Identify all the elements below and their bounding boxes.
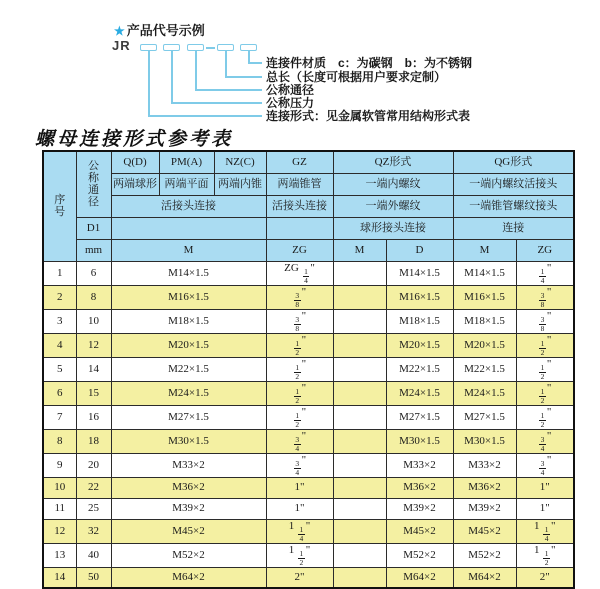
cell-m: M27×1.5 <box>111 405 266 429</box>
header-seq: 序 号 <box>43 151 76 261</box>
header-qg-desc1: 一端内螺纹活接头 <box>453 173 574 195</box>
cell-gz: $\frac{1}{2}$ " <box>266 405 333 429</box>
header-qz-d-label: D <box>386 239 453 261</box>
cell-qz-m <box>333 498 386 519</box>
table-row <box>43 453 574 477</box>
table-row <box>43 519 574 543</box>
header-qz-desc2: 一端外螺纹 <box>333 195 453 217</box>
cell-qz-d: M39×2 <box>386 498 453 519</box>
cell-gz: ZG $\frac{1}{4}$ " <box>266 261 333 285</box>
cell-qg-zg: $\frac{3}{4}$ " <box>516 453 574 477</box>
label-total-length: 总长（长度可根据用户要求定制） <box>266 70 447 84</box>
cell-qg-m: M45×2 <box>453 519 516 543</box>
cell-gz: $\frac{3}{4}$ " <box>266 429 333 453</box>
cell-qz-d: M33×2 <box>386 453 453 477</box>
fraction: $\frac{1}{4}$ <box>304 266 308 285</box>
header-qg-desc2: 一端锥管螺纹接头 <box>453 195 574 217</box>
fraction: $\frac{3}{8}$ <box>540 290 545 309</box>
label-connection-form: 连接形式：见金属软管常用结构形式表 <box>266 109 471 123</box>
table-row <box>43 498 574 519</box>
header-col-gz: GZ <box>266 151 333 173</box>
fraction: $\frac{1}{4}$ <box>299 524 304 543</box>
cell-m: M39×2 <box>111 498 266 519</box>
label-nominal-pressure: 公称压力 <box>266 96 315 110</box>
cell-gz: $\frac{3}{8}$ " <box>266 285 333 309</box>
cell-seq: 1 <box>43 261 76 285</box>
cell-seq: 6 <box>43 381 76 405</box>
fraction: $\frac{1}{4}$ <box>540 266 545 285</box>
connector-line <box>225 76 262 78</box>
table-row <box>43 309 574 333</box>
product-code-heading <box>114 20 205 39</box>
cell-qz-d: M45×2 <box>386 519 453 543</box>
cell-gz: 1" <box>266 477 333 498</box>
header-m-label: M <box>111 239 266 261</box>
table-row <box>43 405 574 429</box>
cell-qz-d: M64×2 <box>386 567 453 588</box>
header-col-pm: PM(A) <box>159 151 214 173</box>
cell-qz-m <box>333 309 386 333</box>
cell-qz-m <box>333 453 386 477</box>
header-empty-gz <box>266 217 333 239</box>
cell-qg-m: M39×2 <box>453 498 516 519</box>
cell-qz-d: M24×1.5 <box>386 381 453 405</box>
code-box-3 <box>187 44 204 51</box>
nut-connection-table <box>42 150 575 589</box>
cell-dn: 12 <box>76 333 111 357</box>
header-qpmnz-conn: 活接头连接 <box>111 195 266 217</box>
cell-qg-m: M16×1.5 <box>453 285 516 309</box>
fraction: $\frac{1}{2}$ <box>544 548 549 567</box>
cell-qg-m: M36×2 <box>453 477 516 498</box>
cell-qz-d: M27×1.5 <box>386 405 453 429</box>
header-nz-desc: 两端内锥 <box>214 173 266 195</box>
cell-qg-zg: $\frac{3}{8}$ " <box>516 285 574 309</box>
cell-gz: $\frac{1}{2}$ " <box>266 357 333 381</box>
table-row <box>43 381 574 405</box>
header-qz-desc1: 一端内螺纹 <box>333 173 453 195</box>
cell-qz-m <box>333 261 386 285</box>
cell-qg-zg: $\frac{3}{8}$ " <box>516 309 574 333</box>
fraction: $\frac{1}{2}$ <box>295 338 300 357</box>
cell-gz: $\frac{1}{2}$ " <box>266 381 333 405</box>
cell-qz-d: M16×1.5 <box>386 285 453 309</box>
cell-qz-m <box>333 405 386 429</box>
header-col-qz: QZ形式 <box>333 151 453 173</box>
cell-qg-zg: 1 $\frac{1}{4}$ " <box>516 519 574 543</box>
cell-qz-m <box>333 519 386 543</box>
cell-qz-d: M30×1.5 <box>386 429 453 453</box>
fraction: $\frac{1}{2}$ <box>540 386 545 405</box>
fraction: $\frac{3}{4}$ <box>295 458 300 477</box>
fraction: $\frac{3}{8}$ <box>295 314 300 333</box>
cell-qg-m: M33×2 <box>453 453 516 477</box>
cell-seq: 8 <box>43 429 76 453</box>
code-dash <box>206 47 215 49</box>
cell-m: M24×1.5 <box>111 381 266 405</box>
fraction: $\frac{3}{4}$ <box>540 434 545 453</box>
cell-seq: 14 <box>43 567 76 588</box>
fraction: $\frac{1}{2}$ <box>299 548 304 567</box>
cell-m: M18×1.5 <box>111 309 266 333</box>
cell-qz-d: M36×2 <box>386 477 453 498</box>
connector-line <box>148 115 262 117</box>
fraction: $\frac{3}{4}$ <box>540 458 545 477</box>
header-col-qg: QG形式 <box>453 151 574 173</box>
cell-qz-m <box>333 567 386 588</box>
connector-line <box>195 51 197 90</box>
label-nominal-diameter: 公称通径 <box>266 83 315 97</box>
cell-dn: 40 <box>76 543 111 567</box>
cell-qz-m <box>333 477 386 498</box>
cell-dn: 15 <box>76 381 111 405</box>
table-row <box>43 429 574 453</box>
cell-dn: 32 <box>76 519 111 543</box>
fraction: $\frac{1}{2}$ <box>540 362 545 381</box>
table-title: 螺母连接形式参考表 <box>35 128 234 150</box>
cell-qg-zg: 2" <box>516 567 574 588</box>
code-box-2 <box>163 44 180 51</box>
header-d1: D1 <box>76 217 111 239</box>
cell-qz-d: M52×2 <box>386 543 453 567</box>
fraction: $\frac{3}{8}$ <box>295 290 300 309</box>
cell-qg-m: M64×2 <box>453 567 516 588</box>
connector-line <box>225 51 227 77</box>
star-icon: ★ <box>114 24 125 38</box>
cell-qg-zg: 1" <box>516 498 574 519</box>
cell-seq: 7 <box>43 405 76 429</box>
cell-m: M22×1.5 <box>111 357 266 381</box>
cell-qg-m: M24×1.5 <box>453 381 516 405</box>
table-row <box>43 285 574 309</box>
cell-qg-m: M18×1.5 <box>453 309 516 333</box>
cell-m: M33×2 <box>111 453 266 477</box>
cell-qg-zg: 1" <box>516 477 574 498</box>
connector-line <box>195 89 262 91</box>
header-zg-label: ZG <box>266 239 333 261</box>
cell-dn: 8 <box>76 285 111 309</box>
cell-gz: 1 $\frac{1}{4}$ " <box>266 519 333 543</box>
cell-qz-m <box>333 543 386 567</box>
cell-qg-m: M30×1.5 <box>453 429 516 453</box>
cell-dn: 18 <box>76 429 111 453</box>
cell-gz: $\frac{1}{2}$ " <box>266 333 333 357</box>
fraction: $\frac{1}{4}$ <box>544 524 549 543</box>
cell-m: M14×1.5 <box>111 261 266 285</box>
table-row <box>43 567 574 588</box>
table-row <box>43 543 574 567</box>
table-row <box>43 477 574 498</box>
table-row <box>43 333 574 357</box>
header-qg-zg-label: ZG <box>516 239 574 261</box>
cell-m: M16×1.5 <box>111 285 266 309</box>
cell-gz: $\frac{3}{8}$ " <box>266 309 333 333</box>
cell-dn: 16 <box>76 405 111 429</box>
header-gz-conn: 活接头连接 <box>266 195 333 217</box>
cell-qz-d: M22×1.5 <box>386 357 453 381</box>
header-qz-conn: 球形接头连接 <box>333 217 453 239</box>
cell-qg-zg: 1 $\frac{1}{2}$ " <box>516 543 574 567</box>
connector-line <box>248 62 262 64</box>
cell-m: M36×2 <box>111 477 266 498</box>
product-code-heading-text: 产品代号示例 <box>126 23 205 38</box>
fraction: $\frac{1}{2}$ <box>295 386 300 405</box>
cell-dn: 14 <box>76 357 111 381</box>
fraction: $\frac{1}{2}$ <box>295 410 300 429</box>
cell-qz-m <box>333 333 386 357</box>
cell-dn: 10 <box>76 309 111 333</box>
fraction: $\frac{1}{2}$ <box>295 362 300 381</box>
cell-qg-zg: $\frac{1}{2}$ " <box>516 333 574 357</box>
header-q-desc: 两端球形 <box>111 173 159 195</box>
cell-qg-m: M14×1.5 <box>453 261 516 285</box>
cell-dn: 6 <box>76 261 111 285</box>
cell-qg-zg: $\frac{1}{2}$ " <box>516 381 574 405</box>
cell-qg-zg: $\frac{3}{4}$ " <box>516 429 574 453</box>
cell-seq: 3 <box>43 309 76 333</box>
cell-gz: 2" <box>266 567 333 588</box>
header-mm: mm <box>76 239 111 261</box>
cell-dn: 22 <box>76 477 111 498</box>
cell-qz-d: M14×1.5 <box>386 261 453 285</box>
cell-qg-m: M27×1.5 <box>453 405 516 429</box>
cell-seq: 13 <box>43 543 76 567</box>
header-dn: 公 称 通 径 <box>76 151 111 217</box>
table-header <box>43 151 574 261</box>
table-row <box>43 357 574 381</box>
cell-m: M64×2 <box>111 567 266 588</box>
code-box-1 <box>140 44 157 51</box>
table-body <box>43 261 574 588</box>
cell-qg-m: M52×2 <box>453 543 516 567</box>
cell-m: M30×1.5 <box>111 429 266 453</box>
table-row <box>43 261 574 285</box>
cell-seq: 9 <box>43 453 76 477</box>
cell-gz: 1" <box>266 498 333 519</box>
connector-line <box>171 51 173 103</box>
code-prefix: JR <box>112 38 131 53</box>
cell-m: M52×2 <box>111 543 266 567</box>
connector-line <box>171 102 262 104</box>
cell-qz-m <box>333 429 386 453</box>
cell-seq: 4 <box>43 333 76 357</box>
cell-qz-m <box>333 357 386 381</box>
cell-seq: 2 <box>43 285 76 309</box>
connector-line <box>148 51 150 116</box>
cell-gz: 1 $\frac{1}{2}$ " <box>266 543 333 567</box>
cell-qg-m: M20×1.5 <box>453 333 516 357</box>
cell-qz-d: M18×1.5 <box>386 309 453 333</box>
cell-seq: 12 <box>43 519 76 543</box>
cell-seq: 11 <box>43 498 76 519</box>
header-gz-desc: 两端锥管 <box>266 173 333 195</box>
cell-qz-m <box>333 381 386 405</box>
fraction: $\frac{3}{4}$ <box>295 434 300 453</box>
header-pm-desc: 两端平面 <box>159 173 214 195</box>
cell-qg-zg: $\frac{1}{2}$ " <box>516 357 574 381</box>
cell-seq: 5 <box>43 357 76 381</box>
cell-m: M20×1.5 <box>111 333 266 357</box>
code-box-4 <box>217 44 234 51</box>
header-qg-conn: 连接 <box>453 217 574 239</box>
header-qz-m-label: M <box>333 239 386 261</box>
header-qg-m-label: M <box>453 239 516 261</box>
cell-qz-d: M20×1.5 <box>386 333 453 357</box>
cell-dn: 50 <box>76 567 111 588</box>
fraction: $\frac{1}{2}$ <box>540 338 545 357</box>
header-col-nz: NZ(C) <box>214 151 266 173</box>
code-box-5 <box>240 44 257 51</box>
cell-m: M45×2 <box>111 519 266 543</box>
cell-dn: 20 <box>76 453 111 477</box>
header-empty-left <box>111 217 266 239</box>
cell-gz: $\frac{3}{4}$ " <box>266 453 333 477</box>
cell-qg-zg: $\frac{1}{2}$ " <box>516 405 574 429</box>
fraction: $\frac{1}{2}$ <box>540 410 545 429</box>
cell-qz-m <box>333 285 386 309</box>
label-material: 连接件材质 c：为碳钢 b：为不锈钢 <box>266 56 473 70</box>
cell-dn: 25 <box>76 498 111 519</box>
header-col-q: Q(D) <box>111 151 159 173</box>
cell-qg-m: M22×1.5 <box>453 357 516 381</box>
fraction: $\frac{3}{8}$ <box>540 314 545 333</box>
cell-qg-zg: $\frac{1}{4}$ " <box>516 261 574 285</box>
cell-seq: 10 <box>43 477 76 498</box>
